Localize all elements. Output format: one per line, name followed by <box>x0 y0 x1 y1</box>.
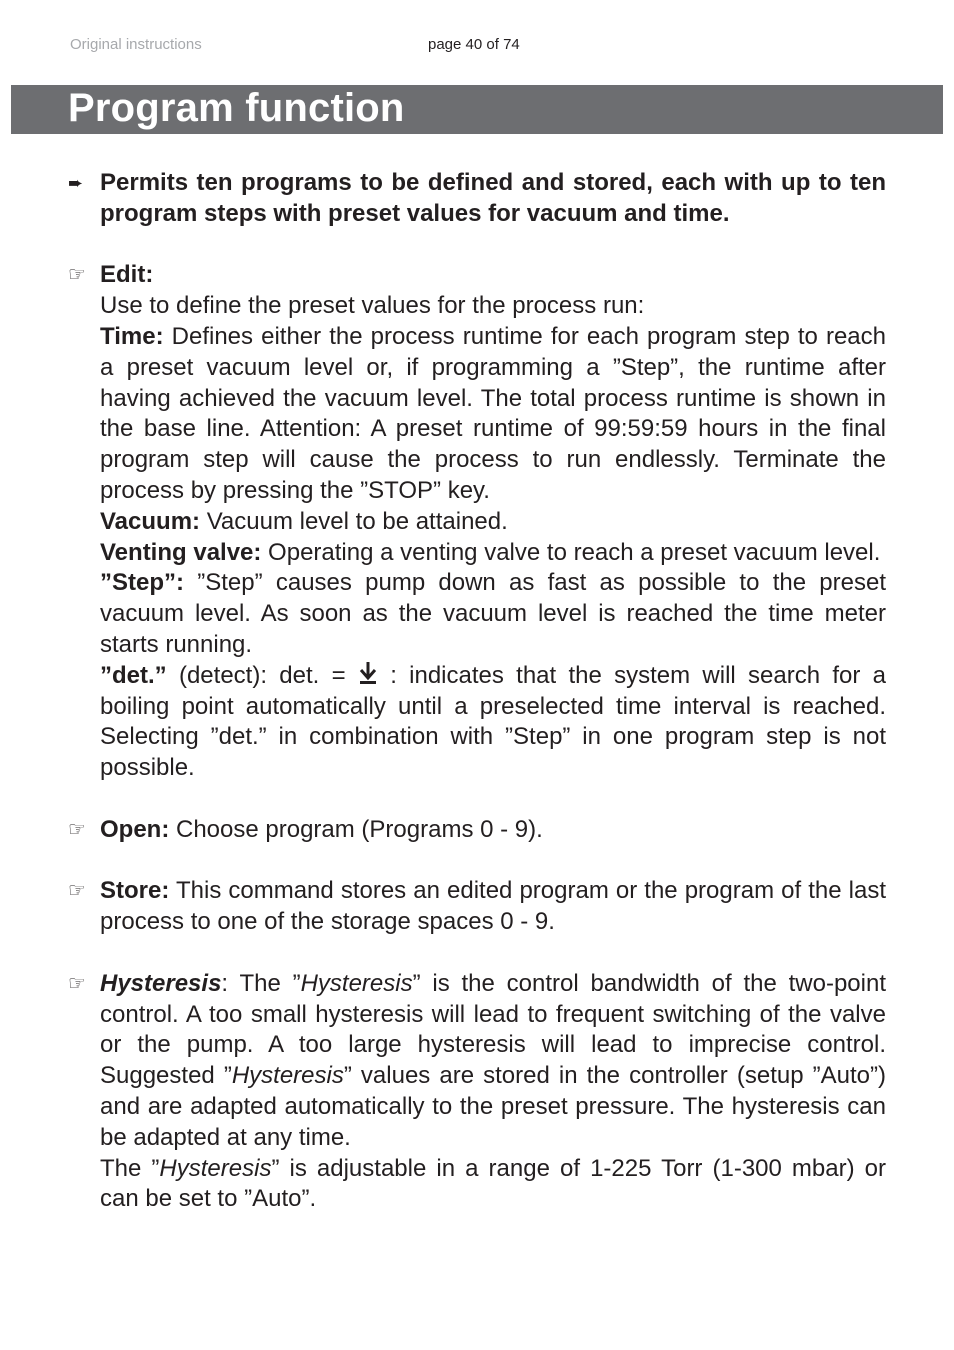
open-label: Open: <box>100 815 170 843</box>
edit-time-paragraph <box>100 322 886 507</box>
edit-det-paragraph <box>100 661 886 784</box>
detect-down-arrow-icon <box>358 661 378 685</box>
pointing-hand-icon: ☞ <box>68 972 86 995</box>
store-item <box>68 876 886 938</box>
det-label: ”det.” <box>100 661 167 689</box>
title-bar <box>11 85 943 134</box>
vacuum-text: Vacuum level to be attained. <box>200 507 508 535</box>
edit-item <box>68 260 886 784</box>
hysteresis-range-paragraph <box>100 1154 886 1216</box>
venting-text: Operating a venting valve to reach a preset vacuum level. <box>261 538 881 566</box>
hysteresis-term-1: Hysteresis <box>300 969 413 997</box>
main-content <box>68 168 886 1215</box>
intro-item <box>68 168 886 230</box>
hysteresis-text-3: ” values are stored in the controller (setup ”Auto”) and are adapted automatically to the preset pressure. The hysteresis can be adapted at any time. <box>100 1062 886 1151</box>
edit-vacuum-paragraph <box>100 507 886 538</box>
open-item <box>68 815 886 846</box>
hysteresis-text-1: : The ” <box>221 969 301 997</box>
intro-text: Permits ten programs to be defined and stored, each with up to ten program steps with preset values for vacuum and time. <box>100 169 886 227</box>
hysteresis-item <box>68 969 886 1215</box>
step-text: ”Step” causes pump down as fast as possible to the preset vacuum level. As soon as the vacuum level is reached the time meter starts running. <box>100 569 886 658</box>
pointing-hand-icon: ☞ <box>68 264 86 287</box>
edit-intro: Use to define the preset values for the process run: <box>100 292 645 320</box>
det-text-2: : indicates that the system will search for a boiling point automatically until a preselected time interval is reached. Selecting ”det.” in combination with ”Step” in one program step is not possible. <box>100 661 887 782</box>
store-text: This command stores an edited program or the program of the last process to one of the storage spaces 0 - 9. <box>100 877 886 936</box>
open-paragraph <box>100 815 886 846</box>
hysteresis-paragraph <box>100 969 886 1154</box>
pointing-hand-icon: ☞ <box>68 880 86 903</box>
hysteresis-text-2: ” is the control bandwidth of the two-point control. A too small hysteresis will lead to frequent switching of the valve or the pump. A too large hysteresis will lead to imprecise control. Suggested ” <box>100 969 887 1090</box>
edit-venting-paragraph <box>100 538 886 569</box>
pointing-hand-icon: ☞ <box>68 818 86 841</box>
edit-step-paragraph <box>100 568 886 660</box>
store-label: Store: <box>100 877 170 905</box>
page-title: Program function <box>68 86 405 130</box>
hysteresis-text-4: The ” <box>100 1154 160 1182</box>
hysteresis-term-2: Hysteresis <box>231 1062 344 1090</box>
header-document-type: Original instructions <box>70 36 202 53</box>
edit-heading: Edit: <box>100 261 154 289</box>
hysteresis-term-3: Hysteresis <box>159 1154 272 1182</box>
step-label: ”Step”: <box>100 569 184 597</box>
open-text: Choose program (Programs 0 - 9). <box>169 815 543 843</box>
venting-label: Venting valve: <box>100 538 262 566</box>
det-text-1: (detect): det. = <box>166 661 358 689</box>
time-text: Defines either the process runtime for each program step to reach a preset vacuum level or, if programming a ”Step”, the runtime after having achieved the vacuum level. The total process runtime is shown in the base line. Attention: A preset runtime of 99:59:59 hours in the final program step will cause the process to run endlessly. Terminate the process by pressing the ”STOP” key. <box>100 322 886 504</box>
time-label: Time: <box>100 322 164 350</box>
vacuum-label: Vacuum: <box>100 507 201 535</box>
hysteresis-label: Hysteresis <box>100 969 222 997</box>
arrow-right-icon: ➨ <box>68 173 84 193</box>
hysteresis-text-5: ” is adjustable in a range of 1-225 Torr (1-300 mbar) or can be set to ”Auto”. <box>100 1154 887 1213</box>
store-paragraph <box>100 876 886 938</box>
page-number: page 40 of 74 <box>428 36 520 53</box>
